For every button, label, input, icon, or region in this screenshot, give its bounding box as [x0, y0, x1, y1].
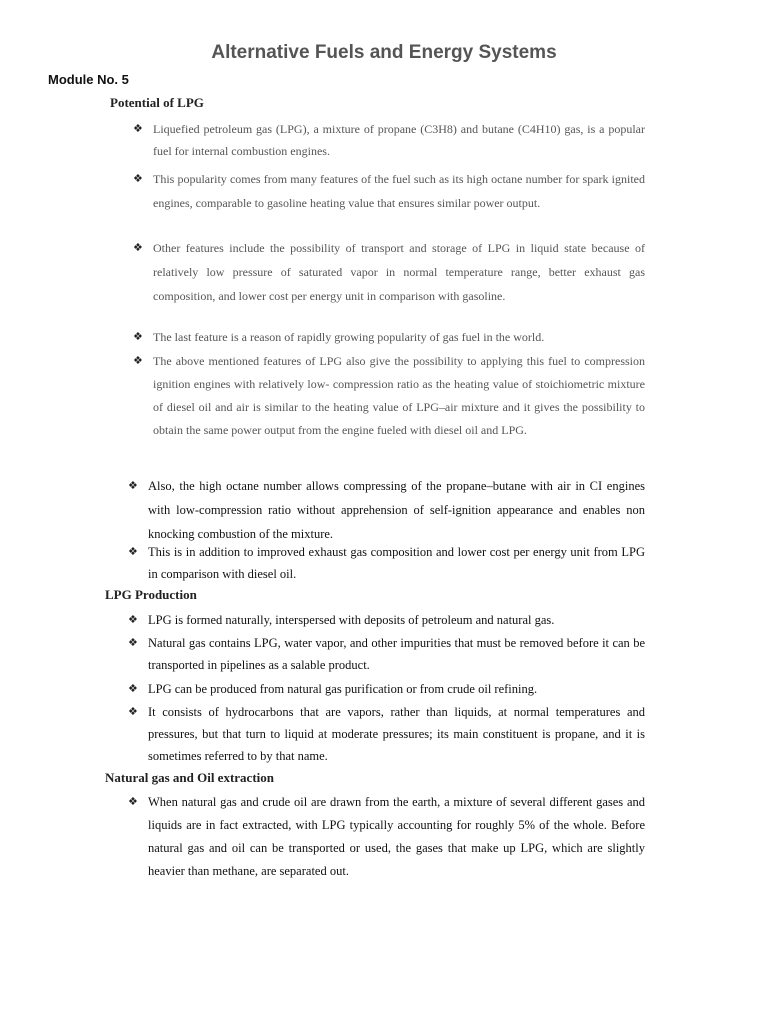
- section-heading-lpg-production: LPG Production: [105, 587, 197, 602]
- diamond-bullet-icon: ❖: [128, 546, 138, 558]
- diamond-bullet-icon: ❖: [133, 173, 143, 185]
- bullet-item: [128, 474, 645, 546]
- bullet-item: [128, 609, 645, 631]
- diamond-bullet-icon: ❖: [128, 480, 138, 492]
- bullet-item: [128, 541, 645, 585]
- bullet-item: [133, 118, 645, 162]
- bullet-text: When natural gas and crude oil are drawn from the earth, a mixture of several different gases and liquids are in fact extracted, with LPG typically accounting for roughly 5% of the whole. Before natural gas and oil can be transported or used, the gases that make up LPG, which are slightly heavier than methane, are separated out.: [148, 795, 645, 878]
- module-number: Module No. 5: [48, 72, 129, 87]
- bullet-text: The last feature is a reason of rapidly growing popularity of gas fuel in the world.: [153, 330, 545, 344]
- bullet-text: Natural gas contains LPG, water vapor, and other impurities that must be removed before it can be transported in pipelines as a salable product.: [148, 636, 645, 672]
- document-title: Alternative Fuels and Energy Systems: [211, 42, 557, 63]
- diamond-bullet-icon: ❖: [133, 355, 143, 367]
- bullet-text: Liquefied petroleum gas (LPG), a mixture of propane (C3H8) and butane (C4H10) gas, is a popular fuel for internal combustion engines.: [153, 122, 645, 158]
- bullet-item: [133, 350, 645, 442]
- bullet-text: Also, the high octane number allows compressing of the propane–butane with air in CI engines with low-compression ratio without apprehension of self-ignition appearance and enables non knocking combustion of the mixture.: [148, 479, 645, 541]
- bullet-item: [133, 328, 645, 346]
- bullet-text: This is in addition to improved exhaust gas composition and lower cost per energy unit from LPG in comparison with diesel oil.: [148, 545, 645, 581]
- section-heading-natural-gas-and-oil-extraction: Natural gas and Oil extraction: [105, 770, 274, 785]
- bullet-text: The above mentioned features of LPG also give the possibility to applying this fuel to compression ignition engines with relatively low- compression ratio as the heating value of stoichiometric mixture of diesel oil and air is similar to the heating value of LPG–air mixture and it gives the possibility to obtain the same power output from the engine fueled with diesel oil and LPG.: [153, 354, 645, 437]
- bullet-item: [133, 236, 645, 308]
- diamond-bullet-icon: ❖: [128, 706, 138, 718]
- bullet-item: [128, 632, 645, 676]
- diamond-bullet-icon: ❖: [133, 242, 143, 254]
- bullet-text: LPG can be produced from natural gas purification or from crude oil refining.: [148, 682, 538, 696]
- bullet-item: [128, 701, 645, 767]
- diamond-bullet-icon: ❖: [133, 123, 143, 135]
- bullet-item: [133, 167, 645, 215]
- bullet-text: LPG is formed naturally, interspersed with deposits of petroleum and natural gas.: [148, 613, 555, 627]
- diamond-bullet-icon: ❖: [128, 614, 138, 626]
- diamond-bullet-icon: ❖: [128, 683, 138, 695]
- bullet-text: Other features include the possibility of transport and storage of LPG in liquid state because of relatively low pressure of saturated vapor in normal temperature range, better exhaust gas composition, and lower cost per energy unit in comparison with gasoline.: [153, 241, 645, 303]
- bullet-item: [128, 678, 645, 700]
- section-heading-potential-of-lpg: Potential of LPG: [110, 95, 204, 110]
- diamond-bullet-icon: ❖: [128, 637, 138, 649]
- diamond-bullet-icon: ❖: [133, 331, 143, 343]
- bullet-item: [128, 791, 645, 883]
- bullet-text: This popularity comes from many features of the fuel such as its high octane number for spark ignited engines, comparable to gasoline heating value that ensures similar power output.: [153, 172, 645, 210]
- diamond-bullet-icon: ❖: [128, 796, 138, 808]
- bullet-text: It consists of hydrocarbons that are vapors, rather than liquids, at normal temperatures and pressures, but that turn to liquid at moderate pressures; its main constituent is propane, and it is sometimes referred to by that name.: [148, 705, 645, 763]
